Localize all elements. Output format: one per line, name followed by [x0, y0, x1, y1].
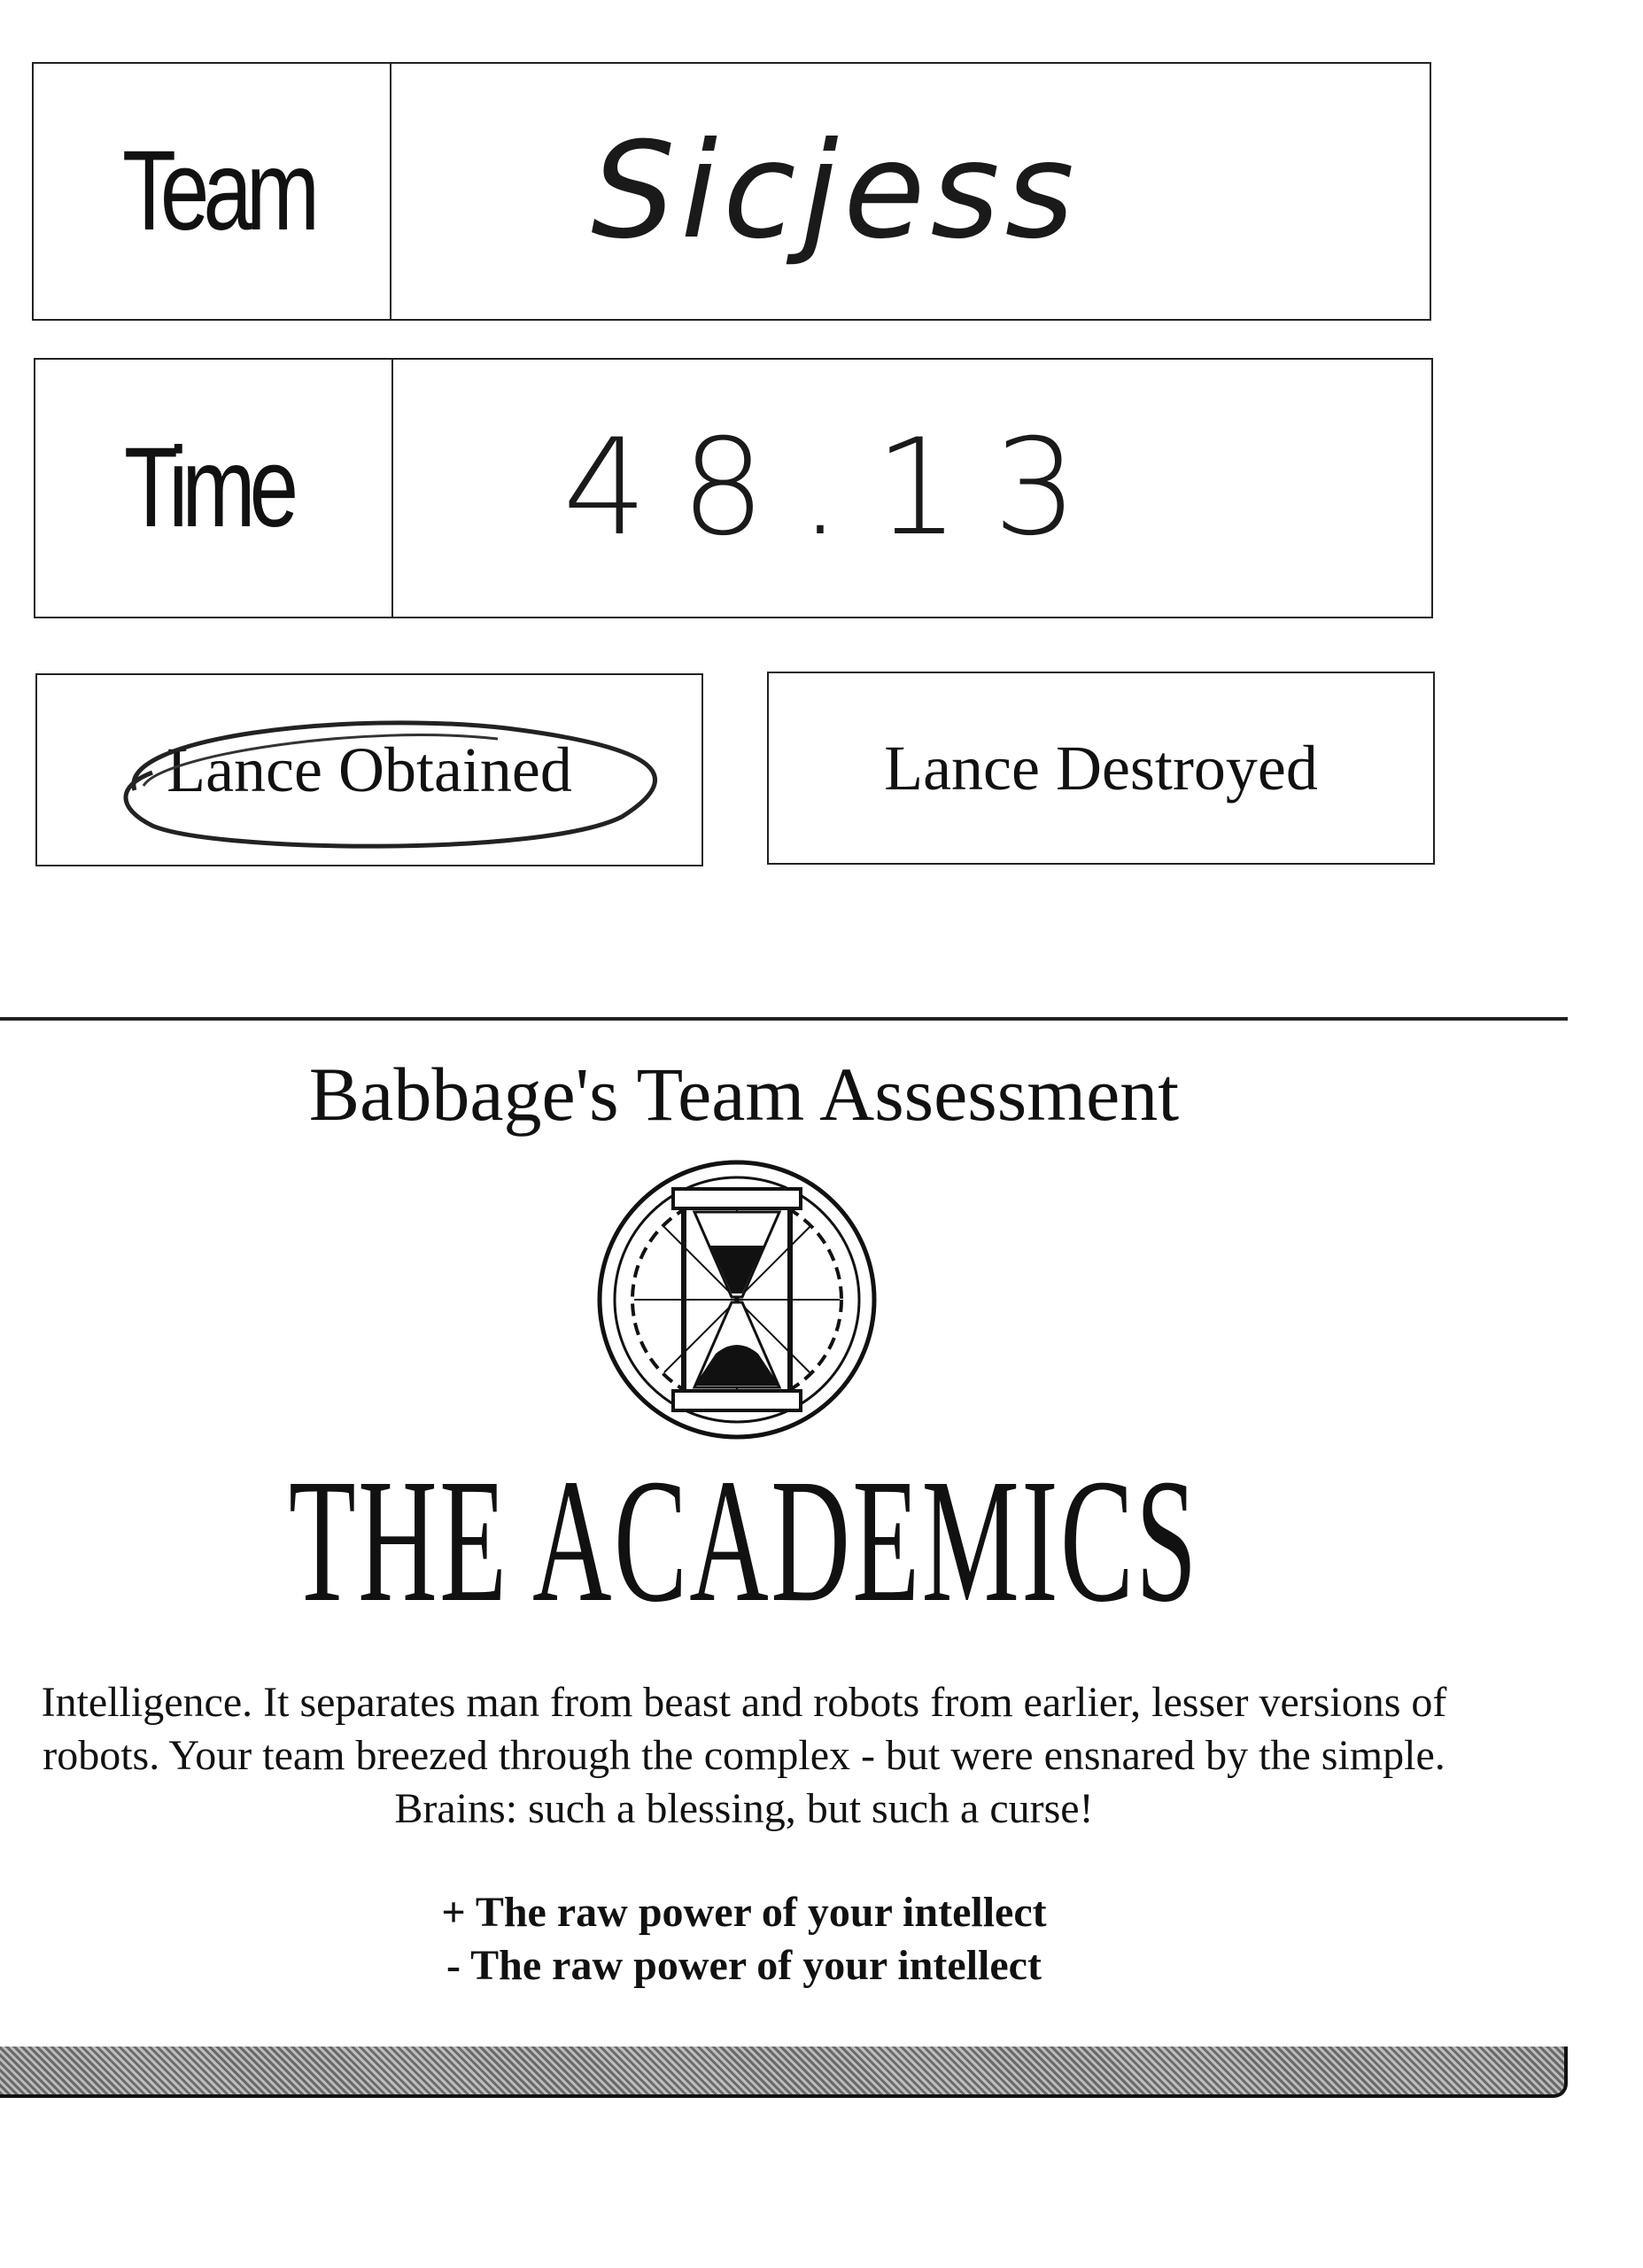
time-label: Time: [124, 424, 293, 551]
assessment-heading: Babbage's Team Assessment: [308, 1052, 1180, 1137]
team-type-title: [0, 1443, 1488, 1639]
team-type-title-text: THE ACADEMICS: [289, 1443, 1199, 1639]
team-value-handwritten: Sicjess: [591, 114, 1080, 268]
assessment-description: Intelligence. It separates man from beast and robots from earlier, lesser versions of robots. Your team breezed through the complex - but were ensnared by the simple. Brains: such a blessing, but such a curse!: [41, 1679, 1447, 1832]
team-label-cell: [34, 64, 391, 319]
team-row: [32, 62, 1431, 321]
lance-obtained-box[interactable]: [35, 673, 703, 866]
time-label-cell: [35, 360, 393, 617]
lance-destroyed-box[interactable]: [767, 672, 1435, 865]
team-label: Team: [122, 128, 314, 254]
hand-drawn-circle-mark: [81, 702, 701, 852]
time-value-cell: [393, 360, 1431, 617]
team-value-cell: [391, 64, 1430, 319]
section-divider: [0, 1017, 1568, 1021]
strength-line: + The raw power of your intellect: [441, 1889, 1047, 1936]
hourglass-gear-icon: [595, 1153, 879, 1446]
footer-hatched-bar: [0, 2047, 1568, 2098]
weakness-line: - The raw power of your intellect: [446, 1942, 1042, 1989]
time-value-handwritten: 48.13: [562, 411, 1112, 565]
lance-destroyed-label: Lance Destroyed: [884, 732, 1318, 804]
lance-obtained-label: Lance Obtained: [167, 734, 572, 805]
time-row: [34, 358, 1433, 618]
